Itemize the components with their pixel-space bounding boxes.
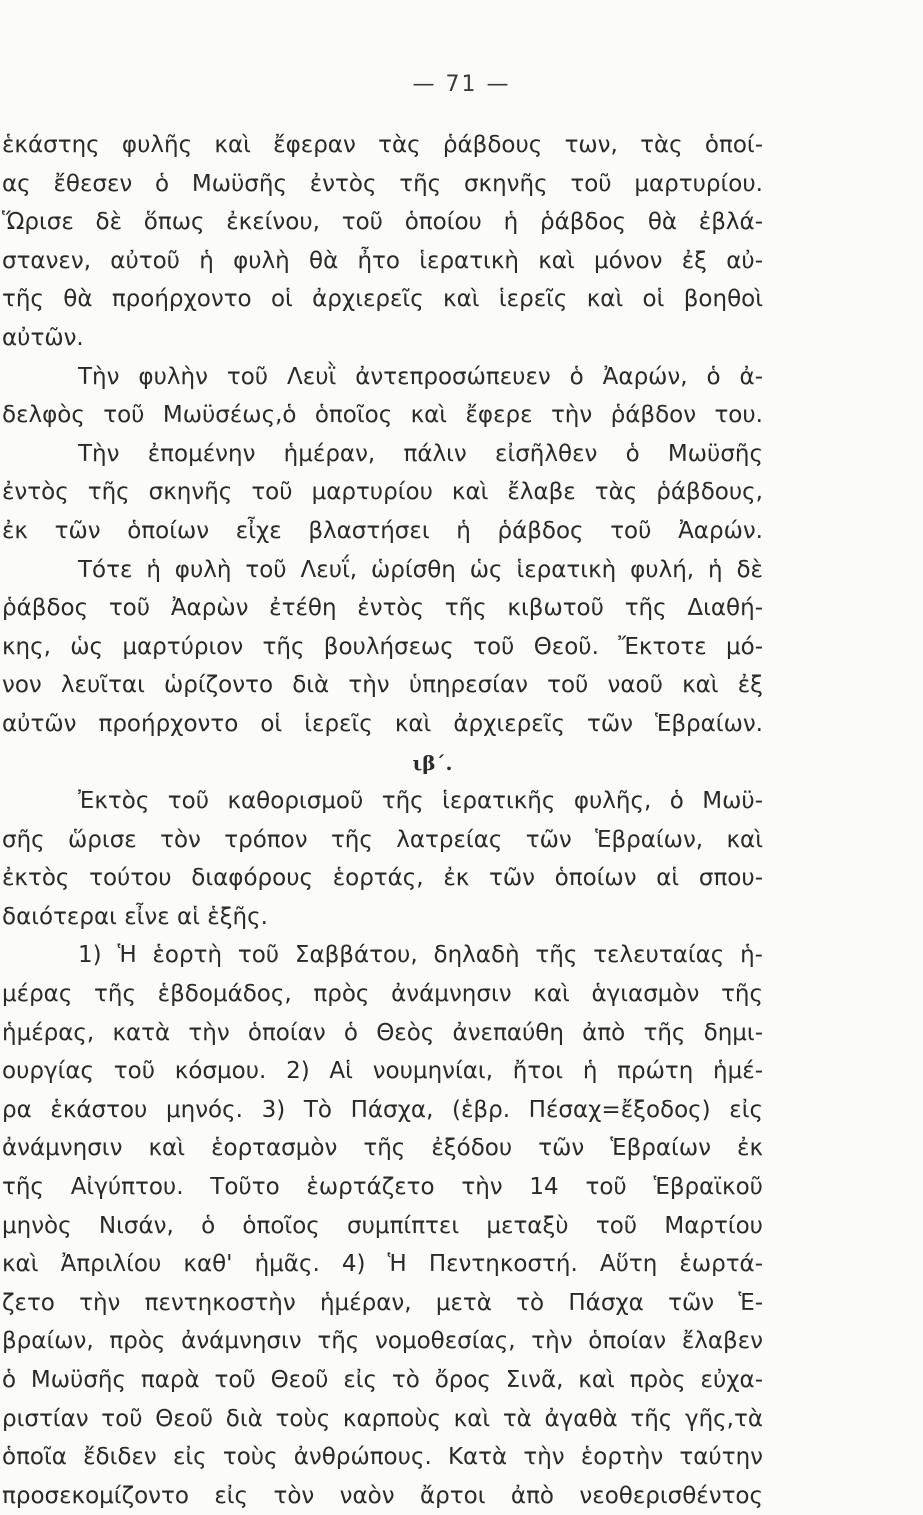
text-line: ρα ἑκάστου μηνός. 3) Τὸ Πάσχα, (ἑβρ. Πέσαχ=ἔξοδος) εἰς	[2, 1096, 763, 1123]
text-line: Τότε ἡ φυλὴ τοῦ Λευΐ, ὡρίσθη ὡς ἱερατικὴ φυλή, ἡ δὲ	[78, 556, 763, 583]
text-line: βραίων, πρὸς ἀνάμνησιν τῆς νομοθεσίας, τὴν ὁποίαν ἔλαβεν	[2, 1328, 763, 1355]
text-line: ἐντὸς τῆς σκηνῆς τοῦ μαρτυρίου καὶ ἔλαβε τὰς ῥάβδους,	[2, 479, 763, 506]
text-line: ουργίας τοῦ κόσμου. 2) Αἱ νουμηνίαι, ἤτοι ἡ πρώτη ἡμέ-	[2, 1058, 763, 1085]
text-line: Τὴν φυλὴν τοῦ Λευῒ ἀντεπροσώπευεν ὁ Ἀαρών, ὁ ἀ-	[78, 363, 763, 390]
text-line: νον λευῖται ὡρίζοντο διὰ τὴν ὑπηρεσίαν τοῦ ναοῦ καὶ ἐξ	[2, 672, 763, 699]
text-line: Ἐκτὸς τοῦ καθορισμοῦ τῆς ἱερατικῆς φυλῆς, ὁ Μωϋ-	[78, 788, 763, 815]
text-line: ας ἔθεσεν ὁ Μωϋσῆς ἐντὸς τῆς σκηνῆς τοῦ μαρτυρίου.	[2, 170, 763, 197]
text-line: ἐκ τῶν ὁποίων εἶχε βλαστήσει ἡ ῥάβδος τοῦ Ἀαρών.	[2, 517, 763, 544]
text-line: προσεκομίζοντο εἰς τὸν ναὸν ἄρτοι ἀπὸ νεοθερισθέντος	[2, 1482, 763, 1509]
text-line: κης, ὡς μαρτύριον τῆς βουλήσεως τοῦ Θεοῦ. Ἔκτοτε μό-	[2, 633, 763, 660]
text-line: στανεν, αὐτοῦ ἡ φυλὴ θὰ ἦτο ἱερατικὴ καὶ μόνον ἐξ αὐ-	[2, 247, 763, 274]
text-line: αὐτῶν προήρχοντο οἱ ἱερεῖς καὶ ἀρχιερεῖς τῶν Ἑβραίων.	[2, 710, 763, 737]
text-line: αὐτῶν.	[2, 324, 84, 351]
text-line: ὁ Μωϋσῆς παρὰ τοῦ Θεοῦ εἰς τὸ ὄρος Σινᾶ, καὶ πρὸς εὐχα-	[2, 1367, 763, 1393]
text-line: καὶ Ἀπριλίου καθ' ἡμᾶς. 4) Ἡ Πεντηκοστή. Αὕτη ἑωρτά-	[2, 1251, 763, 1278]
section-heading: ιβ΄.	[412, 750, 453, 775]
text-line: 1) Ἡ ἑορτὴ τοῦ Σαββάτου, δηλαδὴ τῆς τελευταίας ἡ-	[78, 942, 763, 969]
text-line: ῥάβδος τοῦ Ἀαρὼν ἐτέθη ἐντὸς τῆς κιβωτοῦ τῆς Διαθή-	[2, 595, 763, 622]
text-line: τῆς Αἰγύπτου. Τοῦτο ἑωρτάζετο τὴν 14 τοῦ Ἑβραϊκοῦ	[2, 1174, 763, 1201]
text-line: ἀνάμνησιν καὶ ἑορτασμὸν τῆς ἐξόδου τῶν Ἑβραίων ἐκ	[2, 1135, 763, 1162]
text-line: μηνὸς Νισάν, ὁ ὁποῖος συμπίπτει μεταξὺ τοῦ Μαρτίου	[2, 1212, 763, 1239]
text-line: ριστίαν τοῦ Θεοῦ διὰ τοὺς καρποὺς καὶ τὰ ἀγαθὰ τῆς γῆς,τὰ	[2, 1405, 763, 1432]
text-line: μέρας τῆς ἑβδομάδος, πρὸς ἀνάμνησιν καὶ ἁγιασμὸν τῆς	[2, 981, 763, 1008]
text-line: ὁποῖα ἔδιδεν εἰς τοὺς ἀνθρώπους. Κατὰ τὴν ἑορτὴν ταύτην	[2, 1444, 763, 1471]
text-line: ἑκάστης φυλῆς καὶ ἔφεραν τὰς ῥάβδους των, τὰς ὁποί-	[2, 132, 763, 158]
page-number: — 71 —	[412, 72, 511, 97]
text-line: ἐκτὸς τούτου διαφόρους ἑορτάς, ἐκ τῶν ὁποίων αἱ σπου-	[2, 865, 763, 892]
text-line: ζετο τὴν πεντηκοστὴν ἡμέραν, μετὰ τὸ Πάσχα τῶν Ἑ-	[2, 1289, 763, 1316]
text-line: σῆς ὥρισε τὸν τρόπον τῆς λατρείας τῶν Ἑβραίων, καὶ	[2, 826, 763, 853]
body-text	[0, 126, 923, 1515]
text-line: ἡμέρας, κατὰ τὴν ὁποίαν ὁ Θεὸς ἀνεπαύθη ἀπὸ τῆς δημι-	[2, 1019, 763, 1046]
text-line: τῆς θὰ προήρχοντο οἱ ἀρχιερεῖς καὶ ἱερεῖς καὶ οἱ βοηθοὶ	[2, 286, 763, 313]
text-line: δελφὸς τοῦ Μωϋσέως,ὁ ὁποῖος καὶ ἔφερε τὴν ῥάβδον του.	[2, 402, 763, 429]
text-line: Τὴν ἐπομένην ἡμέραν, πάλιν εἰσῆλθεν ὁ Μωϋσῆς	[78, 440, 763, 467]
text-line: Ὥρισε δὲ ὅπως ἐκείνου, τοῦ ὁποίου ἡ ῥάβδος θὰ ἐβλά-	[2, 209, 763, 236]
text-line: δαιότεραι εἶνε αἱ ἑξῆς.	[2, 903, 268, 930]
